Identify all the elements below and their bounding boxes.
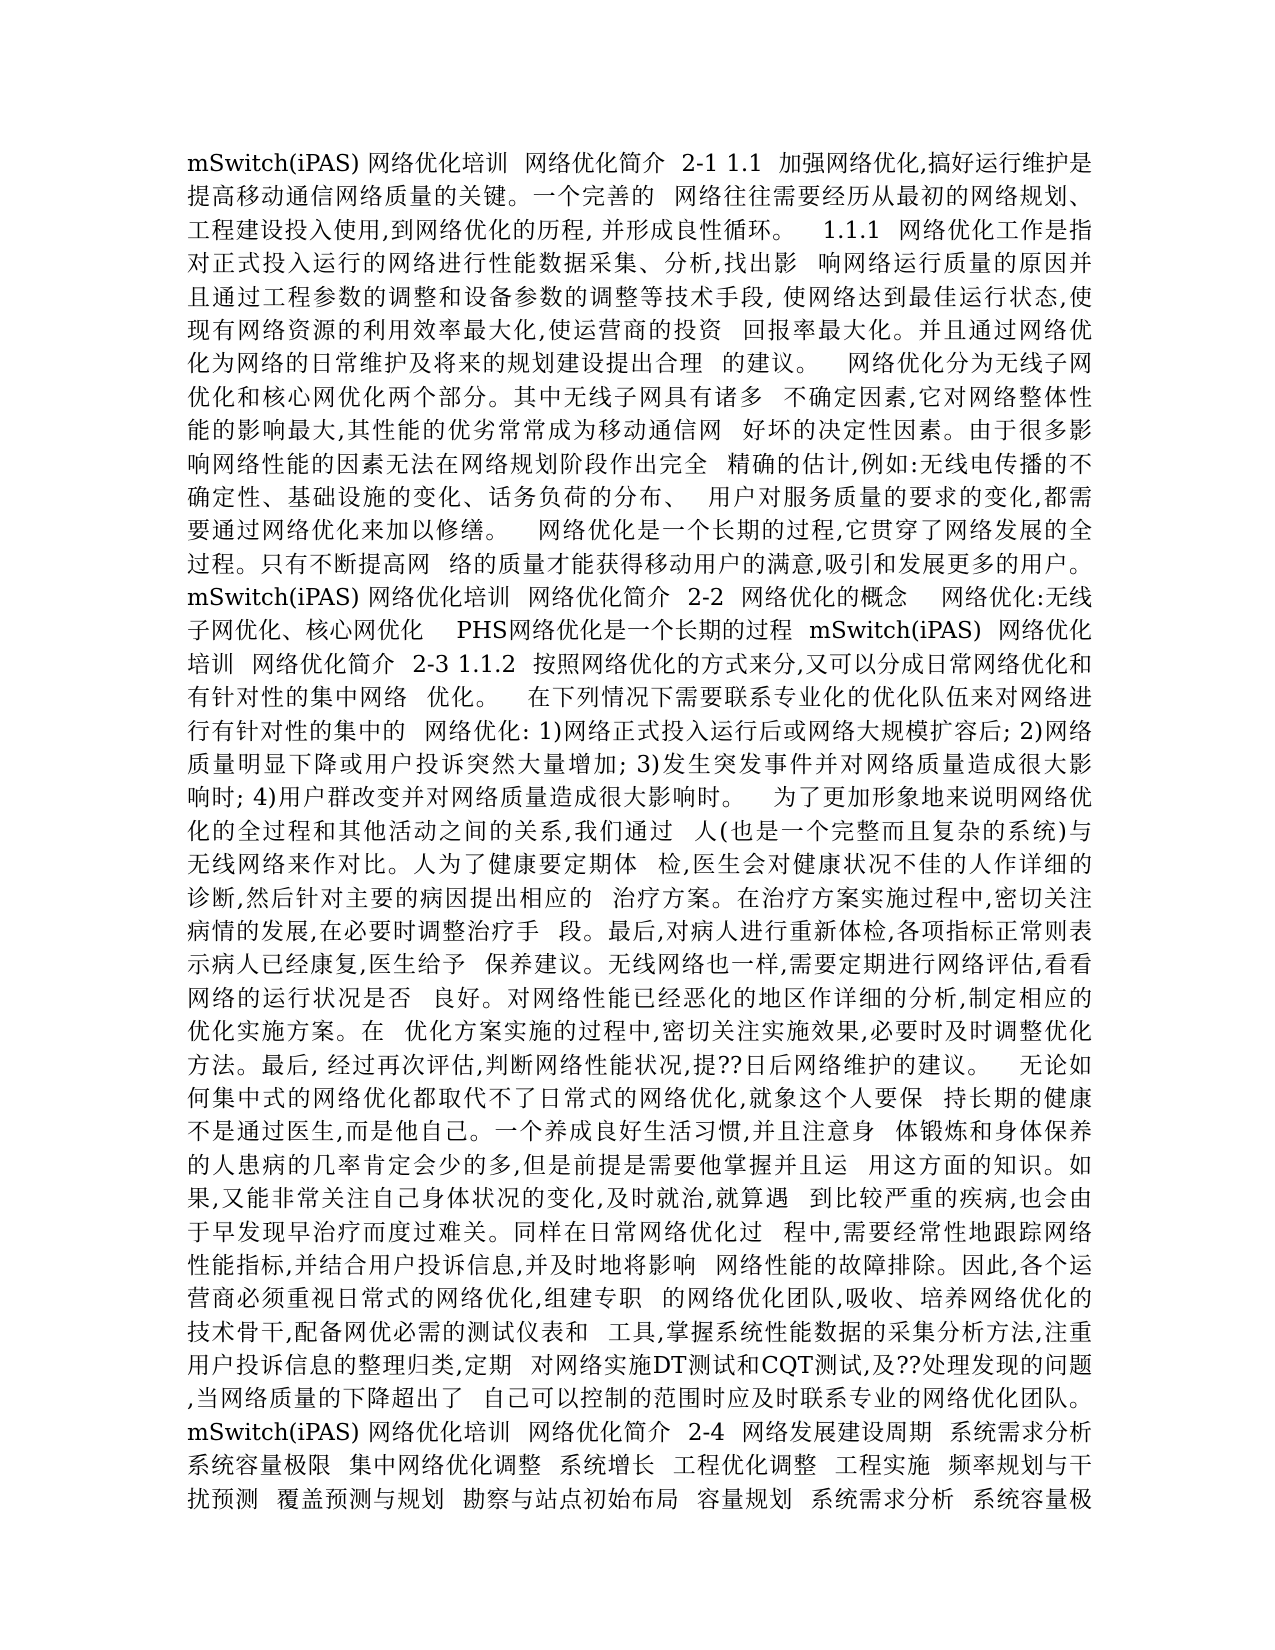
text-line: 确定性、基础设施的变化、话务负荷的分布、 用户对服务质量的要求的变化,都需: [187, 484, 1092, 511]
text-line: 子网优化、核心网优化 PHS网络优化是一个长期的过程 mSwitch(iPAS) 网络优化: [187, 618, 1092, 645]
text-line: 培训 网络优化简介 2-3 1.1.2 按照网络优化的方式来分,又可以分成日常网络优化和: [187, 651, 1092, 678]
text-line: 有针对性的集中网络 优化。 在下列情况下需要联系专业化的优化队伍来对网络进: [187, 685, 1092, 712]
text-line: mSwitch(iPAS) 网络优化培训 网络优化简介 2-2 网络优化的概念 网络优化:无线: [187, 585, 1092, 612]
text-line: 响网络性能的因素无法在网络规划阶段作出完全 精确的估计,例如:无线电传播的不: [187, 451, 1092, 478]
text-line: 的人患病的几率肯定会少的多,但是前提是需要他掌握并且运 用这方面的知识。如: [187, 1152, 1092, 1179]
text-line: ,当网络质量的下降超出了 自己可以控制的范围时应及时联系专业的网络优化团队。: [187, 1386, 1092, 1413]
text-line: 无线网络来作对比。人为了健康要定期体 检,医生会对健康状况不佳的人作详细的: [187, 852, 1092, 879]
text-line: 提高移动通信网络质量的关键。一个完善的 网络往往需要经历从最初的网络规划、: [187, 184, 1092, 211]
text-line: 于早发现早治疗而度过难关。同样在日常网络优化过 程中,需要经常性地跟踪网络: [187, 1219, 1092, 1246]
text-line: 要通过网络优化来加以修缮。 网络优化是一个长期的过程,它贯穿了网络发展的全: [187, 518, 1092, 545]
text-line: 质量明显下降或用户投诉突然大量增加; 3)发生突发事件并对网络质量造成很大影: [187, 752, 1092, 779]
text-line: 诊断,然后针对主要的病因提出相应的 治疗方案。在治疗方案实施过程中,密切关注: [187, 885, 1092, 912]
text-line: 优化和核心网优化两个部分。其中无线子网具有诸多 不确定因素,它对网络整体性: [187, 384, 1092, 411]
text-line: 网络的运行状况是否 良好。对网络性能已经恶化的地区作详细的分析,制定相应的: [187, 985, 1092, 1012]
text-line: 行有针对性的集中的 网络优化: 1)网络正式投入运行后或网络大规模扩容后; 2)网络: [187, 718, 1092, 745]
text-line: 扰预测 覆盖预测与规划 勘察与站点初始布局 容量规划 系统需求分析 系统容量极: [187, 1486, 1092, 1513]
text-line: 化为网络的日常维护及将来的规划建设提出合理 的建议。 网络优化分为无线子网: [187, 351, 1092, 378]
text-line: 化的全过程和其他活动之间的关系,我们通过 人(也是一个完整而且复杂的系统)与: [187, 818, 1092, 845]
text-line: 响时; 4)用户群改变并对网络质量造成很大影响时。 为了更加形象地来说明网络优: [187, 785, 1092, 812]
text-line: 不是通过医生,而是他自己。一个养成良好生活习惯,并且注意身 体锻炼和身体保养: [187, 1119, 1092, 1146]
text-line: 何集中式的网络优化都取代不了日常式的网络优化,就象这个人要保 持长期的健康: [187, 1085, 1092, 1112]
text-line: 营商必须重视日常式的网络优化,组建专职 的网络优化团队,吸收、培养网络优化的: [187, 1286, 1092, 1313]
text-line: 病情的发展,在必要时调整治疗手 段。最后,对病人进行重新体检,各项指标正常则表: [187, 918, 1092, 945]
text-line: 现有网络资源的利用效率最大化,使运营商的投资 回报率最大化。并且通过网络优: [187, 317, 1092, 344]
text-line: 优化实施方案。在 优化方案实施的过程中,密切关注实施效果,必要时及时调整优化: [187, 1019, 1092, 1046]
text-line: mSwitch(iPAS) 网络优化培训 网络优化简介 2-1 1.1 加强网络优化,搞好运行维护是: [187, 151, 1092, 177]
text-line: 用户投诉信息的整理归类,定期 对网络实施DT测试和CQT测试,及??处理发现的问题: [187, 1353, 1092, 1380]
text-line: 能的影响最大,其性能的优劣常常成为移动通信网 好坏的决定性因素。由于很多影: [187, 418, 1092, 445]
text-line: 系统容量极限 集中网络优化调整 系统增长 工程优化调整 工程实施 频率规划与干: [187, 1453, 1092, 1480]
text-line: 性能指标,并结合用户投诉信息,并及时地将影响 网络性能的故障排除。因此,各个运: [187, 1252, 1092, 1279]
text-line: 示病人已经康复,医生给予 保养建议。无线网络也一样,需要定期进行网络评估,看看: [187, 952, 1092, 979]
text-line: 对正式投入运行的网络进行性能数据采集、分析,找出影 响网络运行质量的原因并: [187, 251, 1092, 278]
text-line: 技术骨干,配备网优必需的测试仪表和 工具,掌握系统性能数据的采集分析方法,注重: [187, 1319, 1092, 1346]
text-line: mSwitch(iPAS) 网络优化培训 网络优化简介 2-4 网络发展建设周期 系统需求分析: [187, 1419, 1092, 1446]
text-line: 方法。最后, 经过再次评估,判断网络性能状况,提??日后网络维护的建议。 无论如: [187, 1052, 1092, 1079]
text-line: 工程建设投入使用,到网络优化的历程, 并形成良性循环。 1.1.1 网络优化工作是指: [187, 217, 1092, 244]
body-text: [187, 148, 1092, 1517]
text-line: 过程。只有不断提高网 络的质量才能获得移动用户的满意,吸引和发展更多的用户。: [187, 551, 1092, 578]
text-line: 且通过工程参数的调整和设备参数的调整等技术手段, 使网络达到最佳运行状态,使: [187, 284, 1092, 311]
text-line: 果,又能非常关注自己身体状况的变化,及时就治,就算遇 到比较严重的疾病,也会由: [187, 1186, 1092, 1213]
